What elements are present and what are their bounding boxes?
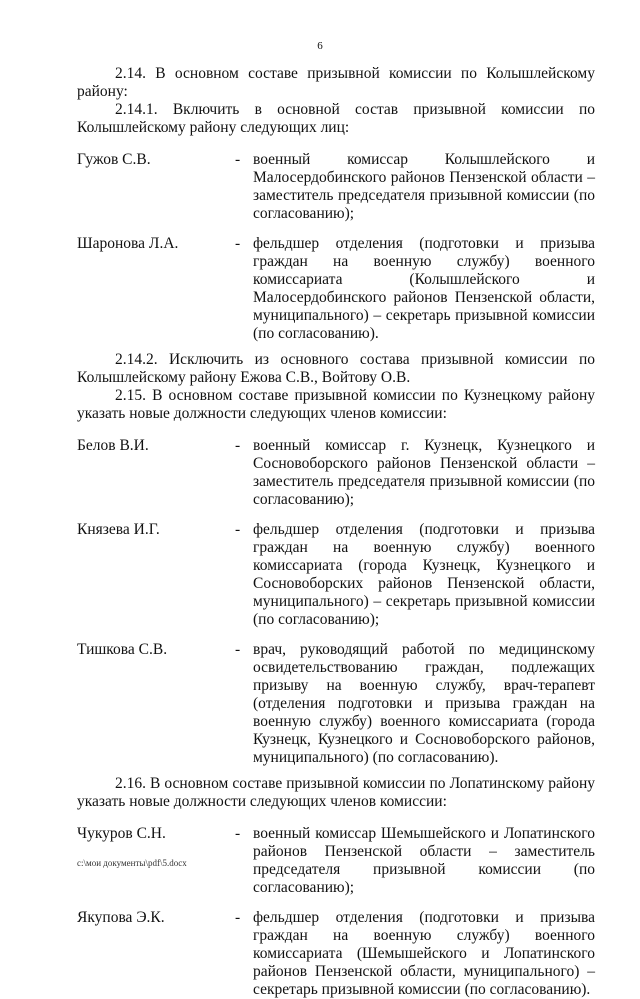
- section-2-14-1: 2.14.1. Включить в основной состав призывной комиссии по Колышлейскому району следующих лиц:: [77, 101, 595, 136]
- member-name: Якупова Э.К.: [77, 909, 165, 926]
- member-role: военный комиссар Шемышейского и Лопатинского районов Пензенской области – заместитель председателя призывной комиссии (по согласованию);: [253, 825, 595, 896]
- dash: -: [235, 235, 241, 252]
- dash: -: [235, 909, 241, 926]
- file-path-footer: c:\мои документы\pdf\5.docx: [77, 858, 187, 868]
- member-name: Белов В.И.: [77, 437, 149, 454]
- dash: -: [235, 641, 241, 658]
- section-2-14: 2.14. В основном составе призывной комиссии по Колышлейскому району:: [77, 65, 595, 100]
- member-role: военный комиссар г. Кузнецк, Кузнецкого и Сосновоборского районов Пензенской области – заместитель председателя призывной комиссии (по согласованию);: [253, 437, 595, 508]
- member-name: Князева И.Г.: [77, 521, 160, 538]
- member-entry: [77, 521, 595, 629]
- member-name: Шаронова Л.А.: [77, 235, 179, 252]
- member-role: фельдшер отделения (подготовки и призыва граждан на военную службу) военного комиссариата (Колышлейского и Малосердобинского районов Пензенской области, муниципального) – секретарь призывной комиссии (по согласованию).: [253, 235, 595, 342]
- member-name: Тишкова С.В.: [77, 641, 168, 658]
- section-2-14-2: 2.14.2. Исключить из основного состава призывной комиссии по Колышлейскому району Ежова С.В., Войтову О.В.: [77, 351, 595, 386]
- member-name: Гужов С.В.: [77, 151, 151, 168]
- member-role: военный комиссар Колышлейского и Малосердобинского районов Пензенской области – заместитель председателя призывной комиссии (по согласованию);: [253, 151, 595, 222]
- dash: -: [235, 825, 241, 842]
- dash: -: [235, 151, 241, 168]
- section-2-15: 2.15. В основном составе призывной комиссии по Кузнецкому району указать новые должности следующих членов комиссии:: [77, 387, 595, 422]
- member-entry: [77, 641, 595, 767]
- member-entry: [77, 235, 595, 343]
- member-entry: [77, 151, 595, 223]
- member-entry: [77, 437, 595, 509]
- dash: -: [235, 521, 241, 538]
- member-name: Чукуров С.Н.: [77, 825, 166, 842]
- member-entry: [77, 909, 595, 999]
- member-role: фельдшер отделения (подготовки и призыва граждан на военную службу) военного комиссариата (города Кузнецк, Кузнецкого и Сосновоборских районов Пензенской области, муниципального) – секретарь призывной комиссии (по согласованию);: [253, 521, 595, 628]
- member-role: врач, руководящий работой по медицинскому освидетельствованию граждан, подлежащих призыву на военную службу, врач-терапевт (отделения подготовки и призыва граждан на военную службу) военного комиссариата (города Кузнецк, Кузнецкого и Сосновоборского районов, муниципального) (по согласованию).: [253, 641, 595, 766]
- section-2-16: 2.16. В основном составе призывной комиссии по Лопатинскому району указать новые должности следующих членов комиссии:: [77, 775, 595, 810]
- dash: -: [235, 437, 241, 454]
- member-role: фельдшер отделения (подготовки и призыва граждан на военную службу) военного комиссариата (Шемышейского и Лопатинского районов Пензенской области, муниципального) – секретарь призывной комиссии (по согласованию).: [253, 909, 595, 998]
- page-number: 6: [317, 40, 323, 52]
